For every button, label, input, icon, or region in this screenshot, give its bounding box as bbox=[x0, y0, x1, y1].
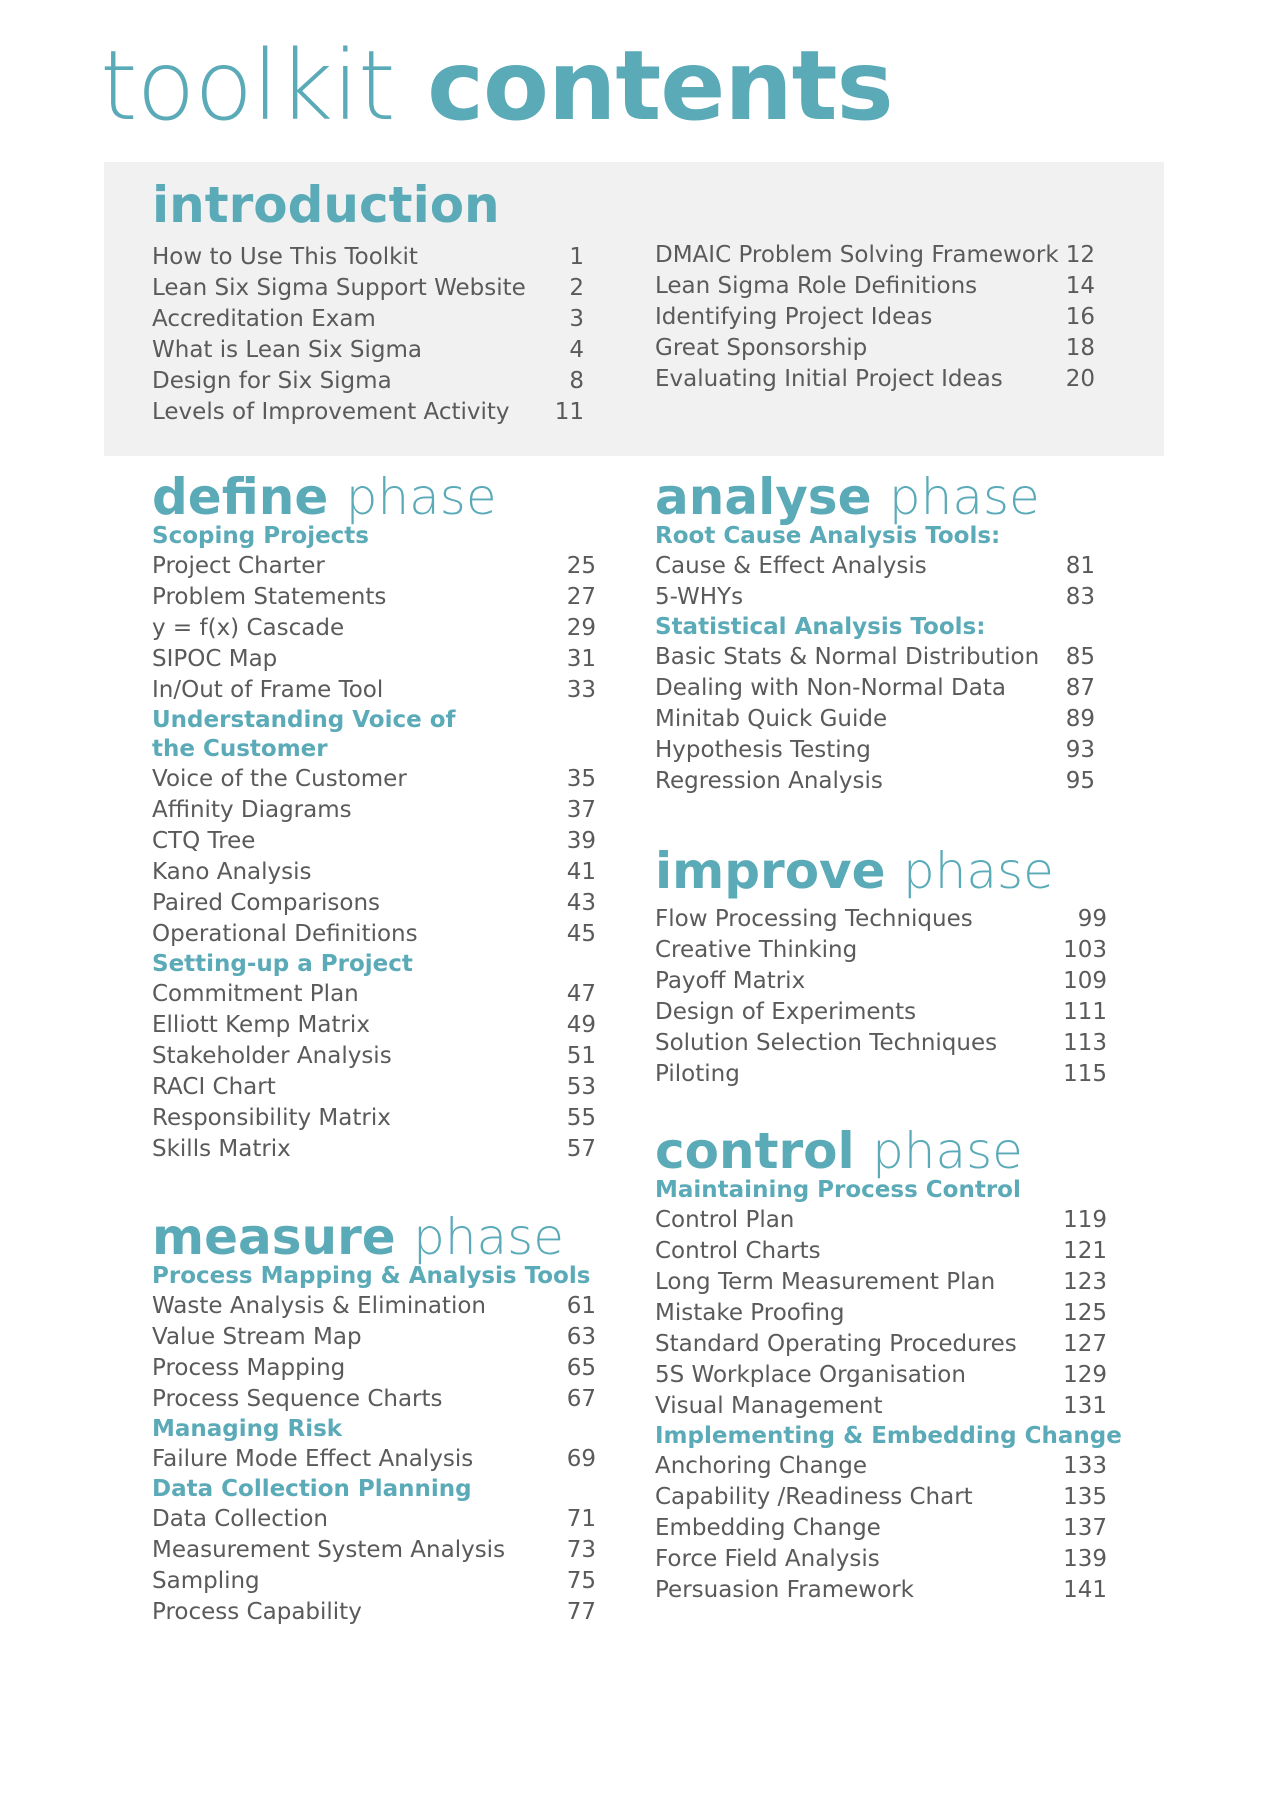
toc-entry-page: 89 bbox=[1065, 706, 1095, 732]
subsection-heading: Understanding Voice of bbox=[152, 707, 456, 733]
toc-entry bbox=[152, 397, 584, 428]
toc-entry-page: 35 bbox=[566, 766, 596, 792]
measure-section bbox=[152, 1208, 596, 1628]
toc-entry-page: 4 bbox=[569, 337, 584, 363]
toc-entry-page: 53 bbox=[566, 1074, 596, 1100]
toc-entry-label: Process Capability bbox=[152, 1599, 362, 1625]
toc-entry-page: 99 bbox=[1077, 906, 1107, 932]
toc-entry-label: Minitab Quick Guide bbox=[655, 706, 888, 732]
introduction-heading: introduction bbox=[152, 176, 500, 234]
toc-entry-label: y = f(x) Cascade bbox=[152, 615, 345, 641]
analyse-heading: analyse phase bbox=[655, 468, 1040, 526]
subsection-heading: Managing Risk bbox=[152, 1416, 343, 1442]
toc-entry-page: 137 bbox=[1063, 1515, 1107, 1541]
toc-entry-page: 47 bbox=[566, 981, 596, 1007]
toc-entry-label: Value Stream Map bbox=[152, 1324, 362, 1350]
toc-entry bbox=[655, 1236, 1107, 1267]
toc-entry-page: 127 bbox=[1063, 1331, 1107, 1357]
analyse-section bbox=[655, 468, 1095, 797]
toc-entry-page: 113 bbox=[1063, 1030, 1107, 1056]
toc-entry-label: Process Sequence Charts bbox=[152, 1386, 443, 1412]
subsection-heading: Setting-up a Project bbox=[152, 951, 413, 977]
toc-entry-page: 41 bbox=[566, 859, 596, 885]
toc-entry-label: What is Lean Six Sigma bbox=[152, 337, 422, 363]
toc-entry-page: 11 bbox=[554, 399, 584, 425]
toc-entry bbox=[655, 704, 1095, 735]
toc-entry bbox=[152, 1535, 596, 1566]
toc-entry bbox=[655, 904, 1107, 935]
toc-entry-label: Basic Stats & Normal Distribution bbox=[655, 644, 1040, 670]
introduction-right-column bbox=[655, 240, 1095, 395]
toc-entry bbox=[655, 1205, 1107, 1236]
toc-entry-page: 12 bbox=[1065, 242, 1095, 268]
toc-entry-label: Design for Six Sigma bbox=[152, 368, 392, 394]
improve-section bbox=[655, 842, 1107, 1090]
toc-entry-label: Payoff Matrix bbox=[655, 968, 806, 994]
control-section bbox=[655, 1122, 1122, 1606]
introduction-left-list bbox=[152, 242, 584, 428]
toc-entry bbox=[152, 1353, 596, 1384]
toc-entry-page: 69 bbox=[566, 1446, 596, 1472]
toc-entry-label: Lean Six Sigma Support Website bbox=[152, 275, 526, 301]
toc-entry-label: Responsibility Matrix bbox=[152, 1105, 391, 1131]
toc-entry-label: Evaluating Initial Project Ideas bbox=[655, 366, 1003, 392]
toc-entry bbox=[655, 1513, 1107, 1544]
toc-entry bbox=[152, 1444, 596, 1475]
toc-entry-label: 5-WHYs bbox=[655, 584, 744, 610]
toc-entry-label: Measurement System Analysis bbox=[152, 1537, 506, 1563]
toc-entry-page: 2 bbox=[569, 275, 584, 301]
toc-entry-label: SIPOC Map bbox=[152, 646, 278, 672]
toc-entry-label: 5S Workplace Organisation bbox=[655, 1362, 966, 1388]
toc-entry-page: 61 bbox=[566, 1293, 596, 1319]
toc-entry-label: Capability /Readiness Chart bbox=[655, 1484, 973, 1510]
toc-entry-page: 29 bbox=[566, 615, 596, 641]
toc-entry-label: Waste Analysis & Elimination bbox=[152, 1293, 486, 1319]
toc-entry bbox=[655, 997, 1107, 1028]
toc-entry bbox=[655, 271, 1095, 302]
toc-entry bbox=[152, 1103, 596, 1134]
toc-entry-label: Control Plan bbox=[655, 1207, 795, 1233]
toc-entry-label: RACI Chart bbox=[152, 1074, 276, 1100]
toc-entry bbox=[152, 888, 596, 919]
toc-entry bbox=[655, 673, 1095, 704]
toc-entry-label: Voice of the Customer bbox=[152, 766, 407, 792]
subsection-heading: Root Cause Analysis Tools: bbox=[655, 523, 1001, 549]
toc-entry-page: 57 bbox=[566, 1136, 596, 1162]
toc-entry-page: 141 bbox=[1063, 1577, 1107, 1603]
subsection-heading: Implementing & Embedding Change bbox=[655, 1423, 1122, 1449]
page-title bbox=[100, 30, 893, 142]
toc-entry bbox=[152, 1041, 596, 1072]
toc-entry bbox=[655, 1360, 1107, 1391]
toc-entry bbox=[152, 1134, 596, 1165]
toc-entry bbox=[152, 582, 596, 613]
subsection-heading: Process Mapping & Analysis Tools bbox=[152, 1263, 591, 1289]
toc-entry-label: Piloting bbox=[655, 1061, 740, 1087]
toc-entry bbox=[152, 304, 584, 335]
toc-entry bbox=[655, 642, 1095, 673]
toc-entry-page: 67 bbox=[566, 1386, 596, 1412]
toc-entry bbox=[655, 1482, 1107, 1513]
toc-entry-label: Process Mapping bbox=[152, 1355, 346, 1381]
toc-entry-page: 93 bbox=[1065, 737, 1095, 763]
toc-entry-page: 25 bbox=[566, 553, 596, 579]
toc-entry-label: Identifying Project Ideas bbox=[655, 304, 933, 330]
toc-entry-page: 139 bbox=[1063, 1546, 1107, 1572]
toc-entry-page: 31 bbox=[566, 646, 596, 672]
toc-entry bbox=[655, 302, 1095, 333]
toc-entry-label: In/Out of Frame Tool bbox=[152, 677, 384, 703]
toc-entry-page: 45 bbox=[566, 921, 596, 947]
toc-entry-page: 1 bbox=[569, 244, 584, 270]
toc-entry bbox=[152, 273, 584, 304]
define-section bbox=[152, 468, 596, 1165]
toc-entry-label: Mistake Proofing bbox=[655, 1300, 845, 1326]
toc-entry-page: 103 bbox=[1063, 937, 1107, 963]
toc-entry-label: Long Term Measurement Plan bbox=[655, 1269, 996, 1295]
toc-entry-label: Standard Operating Procedures bbox=[655, 1331, 1017, 1357]
toc-entry-label: Stakeholder Analysis bbox=[152, 1043, 392, 1069]
subsection-heading: Maintaining Process Control bbox=[655, 1177, 1021, 1203]
toc-entry bbox=[152, 919, 596, 950]
toc-entry bbox=[152, 366, 584, 397]
toc-entry-page: 131 bbox=[1063, 1393, 1107, 1419]
subsection-heading: Data Collection Planning bbox=[152, 1476, 472, 1502]
toc-entry-page: 33 bbox=[566, 677, 596, 703]
toc-entry-page: 111 bbox=[1063, 999, 1107, 1025]
toc-entry bbox=[655, 240, 1095, 271]
improve-list bbox=[655, 904, 1107, 1090]
toc-entry-page: 14 bbox=[1065, 273, 1095, 299]
toc-entry bbox=[152, 1072, 596, 1103]
toc-entry bbox=[152, 1566, 596, 1597]
control-list bbox=[655, 1176, 1122, 1606]
toc-entry-label: Dealing with Non-Normal Data bbox=[655, 675, 1006, 701]
toc-entry bbox=[655, 582, 1095, 613]
improve-heading: improve phase bbox=[655, 842, 1054, 900]
toc-entry bbox=[655, 551, 1095, 582]
toc-entry-page: 121 bbox=[1063, 1238, 1107, 1264]
toc-entry bbox=[655, 935, 1107, 966]
toc-entry bbox=[655, 1059, 1107, 1090]
toc-entry-label: Design of Experiments bbox=[655, 999, 917, 1025]
toc-entry-label: Skills Matrix bbox=[152, 1136, 291, 1162]
toc-entry bbox=[152, 1597, 596, 1628]
toc-entry-label: Kano Analysis bbox=[152, 859, 312, 885]
toc-entry bbox=[152, 1504, 596, 1535]
toc-entry-page: 75 bbox=[566, 1568, 596, 1594]
toc-entry-label: Data Collection bbox=[152, 1506, 328, 1532]
toc-entry bbox=[152, 1384, 596, 1415]
toc-entry-page: 123 bbox=[1063, 1269, 1107, 1295]
toc-entry-page: 77 bbox=[566, 1599, 596, 1625]
toc-entry bbox=[152, 1322, 596, 1353]
toc-entry-label: Hypothesis Testing bbox=[655, 737, 871, 763]
toc-entry-page: 37 bbox=[566, 797, 596, 823]
toc-entry-label: Flow Processing Techniques bbox=[655, 906, 973, 932]
toc-entry bbox=[152, 1010, 596, 1041]
page-title-light: toolkit bbox=[100, 30, 395, 142]
toc-entry-label: Persuasion Framework bbox=[655, 1577, 914, 1603]
toc-entry-page: 16 bbox=[1065, 304, 1095, 330]
toc-entry-page: 87 bbox=[1065, 675, 1095, 701]
toc-entry-page: 8 bbox=[569, 368, 584, 394]
page-title-bold: contents bbox=[427, 30, 893, 142]
toc-entry-label: Affinity Diagrams bbox=[152, 797, 352, 823]
toc-entry-label: Levels of Improvement Activity bbox=[152, 399, 510, 425]
toc-entry-label: Commitment Plan bbox=[152, 981, 359, 1007]
toc-entry bbox=[152, 242, 584, 273]
toc-entry-label: Cause & Effect Analysis bbox=[655, 553, 927, 579]
define-list bbox=[152, 522, 596, 1165]
introduction-left-column bbox=[152, 176, 584, 428]
toc-entry-page: 39 bbox=[566, 828, 596, 854]
subsection-heading: Statistical Analysis Tools: bbox=[655, 614, 986, 640]
toc-entry-page: 55 bbox=[566, 1105, 596, 1131]
toc-entry bbox=[655, 1544, 1107, 1575]
toc-entry-page: 65 bbox=[566, 1355, 596, 1381]
toc-entry-page: 51 bbox=[566, 1043, 596, 1069]
toc-entry bbox=[152, 335, 584, 366]
control-heading: control phase bbox=[655, 1122, 1023, 1180]
toc-entry-label: Visual Management bbox=[655, 1393, 883, 1419]
toc-entry-label: DMAIC Problem Solving Framework bbox=[655, 242, 1059, 268]
toc-entry-page: 49 bbox=[566, 1012, 596, 1038]
toc-entry bbox=[655, 735, 1095, 766]
toc-entry-page: 43 bbox=[566, 890, 596, 916]
toc-entry bbox=[655, 333, 1095, 364]
introduction-right-list bbox=[655, 240, 1095, 395]
toc-entry bbox=[655, 1329, 1107, 1360]
measure-heading: measure phase bbox=[152, 1208, 564, 1266]
toc-entry-label: Sampling bbox=[152, 1568, 260, 1594]
toc-entry bbox=[152, 857, 596, 888]
toc-entry-page: 73 bbox=[566, 1537, 596, 1563]
subsection-heading: Scoping Projects bbox=[152, 523, 369, 549]
toc-entry-page: 3 bbox=[569, 306, 584, 332]
toc-entry bbox=[655, 364, 1095, 395]
toc-entry-page: 133 bbox=[1063, 1453, 1107, 1479]
analyse-list bbox=[655, 522, 1095, 797]
toc-entry bbox=[655, 966, 1107, 997]
toc-entry-page: 115 bbox=[1063, 1061, 1107, 1087]
toc-entry bbox=[655, 1391, 1107, 1422]
toc-entry bbox=[655, 1298, 1107, 1329]
toc-entry bbox=[152, 979, 596, 1010]
toc-entry-label: Elliott Kemp Matrix bbox=[152, 1012, 370, 1038]
toc-entry bbox=[655, 1451, 1107, 1482]
toc-entry bbox=[152, 1291, 596, 1322]
toc-entry-page: 109 bbox=[1063, 968, 1107, 994]
toc-entry-label: Solution Selection Techniques bbox=[655, 1030, 998, 1056]
define-heading: define phase bbox=[152, 468, 497, 526]
toc-entry-label: Embedding Change bbox=[655, 1515, 881, 1541]
toc-entry bbox=[152, 644, 596, 675]
toc-entry-page: 125 bbox=[1063, 1300, 1107, 1326]
toc-entry-label: Lean Sigma Role Definitions bbox=[655, 273, 978, 299]
toc-entry-page: 63 bbox=[566, 1324, 596, 1350]
toc-entry-label: Operational Definitions bbox=[152, 921, 418, 947]
toc-entry bbox=[152, 675, 596, 706]
toc-entry-label: Failure Mode Effect Analysis bbox=[152, 1446, 474, 1472]
toc-entry bbox=[152, 551, 596, 582]
toc-entry-label: Creative Thinking bbox=[655, 937, 858, 963]
toc-entry-label: Anchoring Change bbox=[655, 1453, 867, 1479]
toc-entry-page: 119 bbox=[1063, 1207, 1107, 1233]
toc-entry-label: Force Field Analysis bbox=[655, 1546, 880, 1572]
toc-entry bbox=[152, 613, 596, 644]
toc-entry bbox=[655, 1028, 1107, 1059]
toc-entry-label: Regression Analysis bbox=[655, 768, 883, 794]
toc-entry-page: 20 bbox=[1065, 366, 1095, 392]
toc-entry-label: Paired Comparisons bbox=[152, 890, 381, 916]
toc-entry-page: 27 bbox=[566, 584, 596, 610]
toc-entry-page: 18 bbox=[1065, 335, 1095, 361]
toc-entry bbox=[655, 1267, 1107, 1298]
toc-entry-label: Accreditation Exam bbox=[152, 306, 376, 332]
toc-entry-page: 135 bbox=[1063, 1484, 1107, 1510]
toc-entry-label: Project Charter bbox=[152, 553, 325, 579]
toc-entry-page: 85 bbox=[1065, 644, 1095, 670]
toc-entry bbox=[655, 766, 1095, 797]
toc-entry-label: How to Use This Toolkit bbox=[152, 244, 418, 270]
toc-entry-page: 129 bbox=[1063, 1362, 1107, 1388]
toc-entry-page: 81 bbox=[1065, 553, 1095, 579]
toc-entry bbox=[152, 826, 596, 857]
toc-entry-page: 83 bbox=[1065, 584, 1095, 610]
toc-entry-page: 71 bbox=[566, 1506, 596, 1532]
toc-entry-label: CTQ Tree bbox=[152, 828, 256, 854]
subsection-heading: the Customer bbox=[152, 736, 328, 762]
toc-entry bbox=[152, 764, 596, 795]
toc-entry bbox=[152, 795, 596, 826]
toc-entry-label: Great Sponsorship bbox=[655, 335, 868, 361]
toc-entry-label: Control Charts bbox=[655, 1238, 821, 1264]
toc-entry bbox=[655, 1575, 1107, 1606]
toc-entry-page: 95 bbox=[1065, 768, 1095, 794]
measure-list bbox=[152, 1262, 596, 1628]
toc-entry-label: Problem Statements bbox=[152, 584, 387, 610]
